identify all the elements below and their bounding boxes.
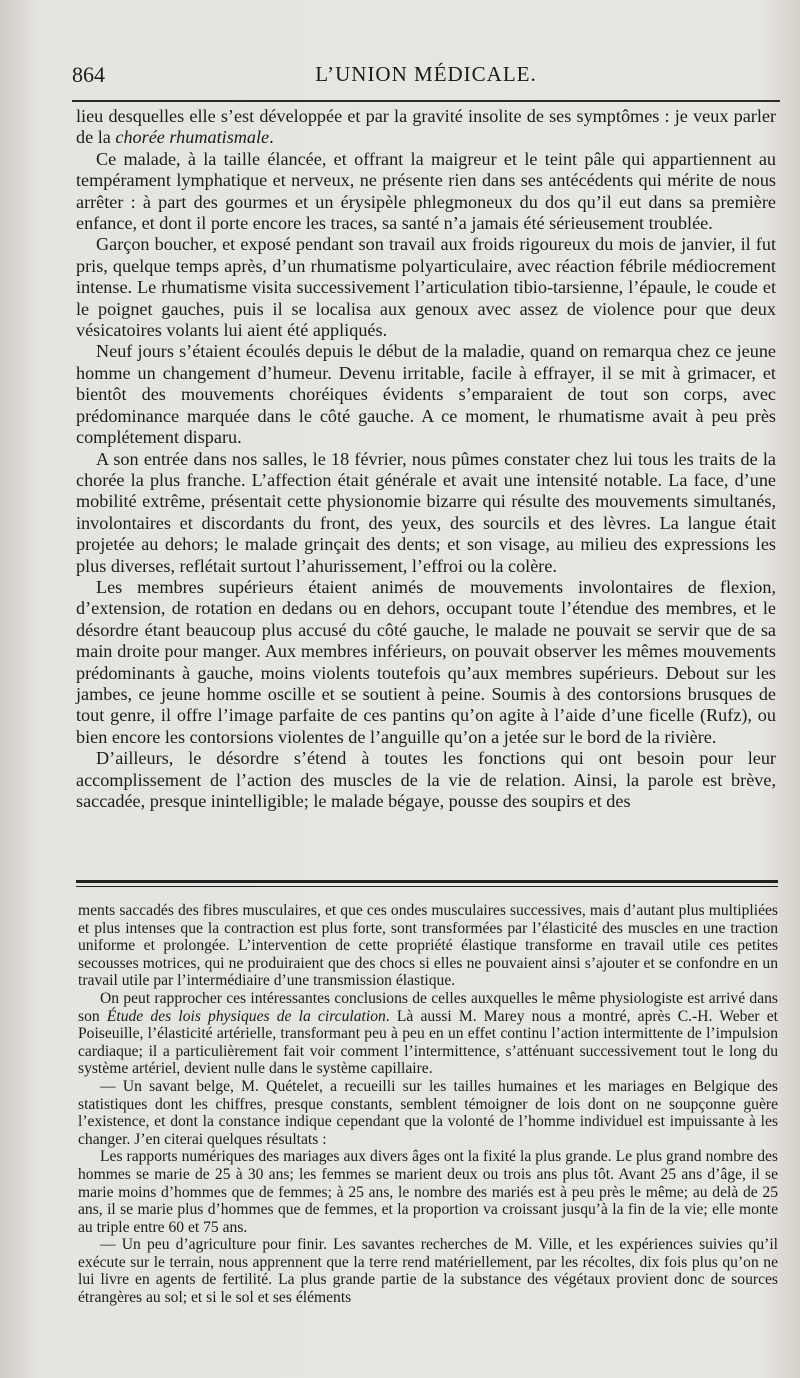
text-run: . <box>269 127 274 148</box>
feuilleton-text <box>78 902 778 1307</box>
footnote-divider <box>76 880 778 883</box>
main-text <box>76 106 776 812</box>
paragraph: Ce malade, à la taille élancée, et offrant la maigreur et le teint pâle qui appartiennent au tempérament lymphatique et nerveux, ne présente rien dans ses antécédents qui mérite de nous arrêter : à part des gourmes et un érysipèle phlegmoneux du dos qu’il eut dans sa première enfance, et dont il porte encore les traces, sa santé n’a jamais été sérieusement troublée. <box>76 148 776 234</box>
paragraph <box>76 106 776 149</box>
paragraph: Garçon boucher, et exposé pendant son travail aux froids rigoureux du mois de janvier, il fut pris, quelque temps après, d’un rhumatisme polyarticulaire, avec réaction fébrile médiocrement intense. Le rhumatisme visita successivement l’articulation tibio-tarsienne, l’épaule, le coude et le poignet gauches, puis il se localisa aux genoux avec assez de violence pour que deux vésicatoires volants lui aient été appliqués. <box>76 234 776 341</box>
note-paragraph: ments saccadés des fibres musculaires, et que ces ondes musculaires successives, mais d’autant plus multipliées et plus intenses que la contraction est plus forte, sont transformées par l’élasticité des muscles en une traction uniforme et prolongée. L’intervention de cette propriété élastique transforme en travail utile ces petites secousses motrices, qui ne produiraient que des chocs si elles ne pouvaient ainsi s’ajouter et se confondre en un travail utile par l’intermédiaire d’une transmission élastique. <box>78 902 778 990</box>
note-paragraph: Les rapports numériques des mariages aux divers âges ont la fixité la plus grande. Le plus grand nombre des hommes se marie de 25 à 30 ans; les femmes se marient deux ou trois ans plus tôt. Avant 25 ans d’âge, il se marie moins d’hommes que de femmes; à 25 ans, le nombre des mariés est à peu près le même; au delà de 25 ans, il se marie plus d’hommes que de femmes, et la proportion va croissant jusqu’à la fin de la vie; elle monte au triple entre 60 et 75 ans. <box>78 1148 778 1236</box>
running-title: L’UNION MÉDICALE. <box>315 62 537 86</box>
page-number: 864 <box>72 62 105 87</box>
header-rule <box>72 100 780 102</box>
italic-term: chorée rhumatismale <box>115 127 270 148</box>
text-run: . Là aussi M. Marey nous a montré, après C.-H. Weber et Poiseuille, l’élasticité artérielle, transformant peu à peu en un effet continu l’action intermittente de l’impulsion cardiaque; il a particulièrement fait voir comment l’intermittence, s’atténuant successivement tout le long du système artériel, devient nulle dans le système capillaire. <box>78 1007 779 1078</box>
note-paragraph <box>78 990 778 1078</box>
paragraph: Neuf jours s’étaient écoulés depuis le début de la maladie, quand on remarqua chez ce jeune homme un changement d’humeur. Devenu irritable, facile à effrayer, il se mit à grimacer, et bientôt des mouvements choréiques évidents s’emparaient de tout son corps, avec prédominance marquée dans le côté gauche. A ce moment, le rhumatisme avait à peu près complétement disparu. <box>76 341 776 448</box>
footnote-divider-thin <box>76 886 778 887</box>
text-run: On peut rapprocher ces intéressantes conclusions de celles auxquelles le même physiologiste est arrivé dans son <box>78 989 778 1025</box>
page-header <box>72 62 780 90</box>
paragraph: Les membres supérieurs étaient animés de mouvements involontaires de flexion, d’extension, de rotation en dedans ou en dehors, occupant toute l’étendue des membres, et le désordre étant beaucoup plus accusé du côté gauche, le malade ne pouvait se servir que de sa main droite pour manger. Aux membres inférieurs, on pouvait observer les mêmes mouvements prédominants à gauche, moins violents toutefois qu’aux membres supérieurs. Debout sur les jambes, ce jeune homme oscille et se soutient à peine. Soumis à des contorsions brusques de tout genre, il offre l’image parfaite de ces pantins qu’on agite à l’aide d’une ficelle (Rufz), ou bien encore les contorsions violentes de l’anguille qu’on a jetée sur le bord de la rivière. <box>76 576 776 747</box>
italic-title: Étude des lois physiques de la circulation <box>106 1007 386 1025</box>
note-paragraph: — Un peu d’agriculture pour finir. Les savantes recherches de M. Ville, et les expériences suivies qu’il exécute sur le terrain, nous apprennent que la terre rend matériellement, par les récoltes, dix fois plus qu’on ne lui livre en agents de fertilité. La plus grande partie de la substance des végétaux provient donc de sources étrangères au sol; et si le sol et ses éléments <box>78 1236 778 1307</box>
paragraph: D’ailleurs, le désordre s’étend à toutes les fonctions qui ont besoin pour leur accomplissement de l’action des muscles de la vie de relation. Ainsi, la parole est brève, saccadée, presque inintelligible; le malade bégaye, pousse des soupirs et des <box>76 748 776 811</box>
paragraph: A son entrée dans nos salles, le 18 février, nous pûmes constater chez lui tous les traits de la chorée la plus franche. L’affection était générale et avait une intensité notable. La face, d’une mobilité extrême, présentait cette physionomie bizarre qui résulte des mouvements simultanés, involontaires et discordants du front, des yeux, des sourcils et des lèvres. La langue était projetée au dehors; le malade grinçait des dents; et son visage, au milieu des expressions les plus diverses, reflétait surtout l’ahurissement, l’effroi ou la colère. <box>76 448 776 576</box>
note-paragraph: — Un savant belge, M. Quételet, a recueilli sur les tailles humaines et les mariages en Belgique des statistiques dont les chiffres, presque constants, semblent témoigner de lois dont on ne soupçonne guère l’existence, et dont la constance indique cependant que la volonté de l’homme individuel est impuissante à les changer. J’en citerai quelques résultats : <box>78 1077 778 1148</box>
text-run: lieu desquelles elle s’est développée et par la gravité insolite de ses symptômes : je veux parler de la <box>76 106 776 148</box>
